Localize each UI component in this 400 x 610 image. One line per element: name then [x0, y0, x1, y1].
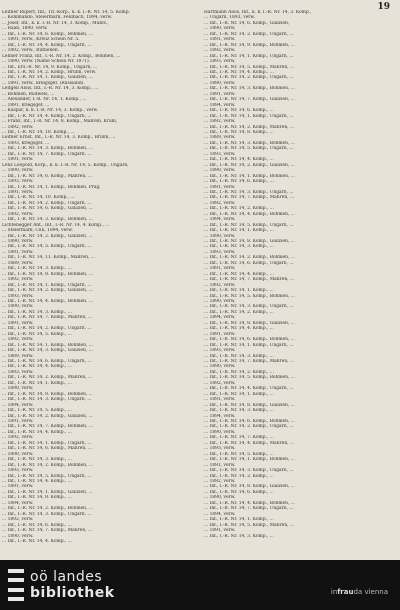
register-entry: ... Inf., I.-R. Nr. 14, 8. Komp., Galizien, ...: [204, 484, 295, 490]
register-entry: ... Inf., I.-R. Nr. 14, 3. Komp., Böhmen, ...: [204, 86, 295, 92]
register-entry: ... Inf., I.-R. Nr. 14, 3. Komp., Ungarn, ...: [204, 468, 294, 474]
register-entry: ... Inf., I.-R. Nr. 14, 4. Komp., Böhmen, ...: [204, 500, 295, 506]
register-entry: ... Inf., I.-R. Nr. 14, 6. Komp., Galizien, ...: [2, 206, 93, 212]
register-entry: ... Raab, 1890, verw.: [2, 26, 48, 32]
register-entry: ... Josef, Inf., k. k. I.-R. Nr. 14, 3. Komp., Mühlv.,: [2, 20, 109, 26]
register-entry: Lichtenegger Ant., Inf., I.-R. Nr. 14, 4. Komp., ...: [2, 222, 110, 228]
register-entry: ... Inf., I.-R. Nr. 14, 8. Komp., Galizien, ...: [204, 320, 295, 326]
register-entry: ... Inf., I.-R. Nr. 14, 1. Komp., ...: [204, 391, 274, 397]
register-entry: ... Inf., I.-R. Nr. 14, 6. Komp., ...: [2, 522, 72, 528]
register-entry: ... 1892, verw.: [204, 380, 236, 386]
register-entry: ... Inf., I.-R. Nr. 14, 2. Komp., Mähren, ...: [204, 124, 295, 130]
register-entry: ... Inf., I.-R. Nr. 14, 11. Komp., Mähren, ...: [2, 255, 95, 261]
register-entry: ... Inf., I.-R. Nr. 14, 7. Komp., Mähren, ...: [204, 277, 295, 283]
register-entry: ... Inf., I.-R. Nr. 14, 6. Komp., Böhmen, ...: [204, 418, 295, 424]
register-entry: ... Inf., I.-R. Nr. 14, 7. Komp., Mähren, ...: [2, 528, 93, 534]
register-entry: ... Inf., I.-R. Nr. 14, 1. Komp., ...: [204, 517, 274, 523]
register-entry: ... Inf., I.-R. Nr. 14, 2. Komp., Ungarn, ...: [2, 200, 92, 206]
register-entry: ... Inf., I.-R. Nr. 14, 4. Komp., Böhmen, ...: [204, 211, 295, 217]
register-entry: ... Inf., I.-R. Nr. 14, 8. Komp., Böhmen, ...: [2, 271, 93, 277]
register-entry: ... Inf., I.-R. Nr. 14, 2. Komp., Böhmen, ...: [2, 462, 93, 468]
register-entry: ... Steiermark, Cilli, 1894, verw.: [2, 228, 73, 234]
register-entry: ... Inf., I.-R. Nr. 14, 6. Komp., ...: [204, 179, 274, 185]
register-entry: ... Inf., I.-R. Nr. 14, 7. Komp., Ungarn, ...: [2, 151, 92, 157]
register-entry: ... Kommando, Steiermark, Feldbach, 1894, verw.: [2, 15, 113, 21]
register-entry: ... Inf., I.-R. Nr. 14, 4. Komp., Ungarn, ...: [2, 113, 92, 119]
register-entry: ... Inf., I.-R. Nr. 14, 1. Komp., Böhmen, ...: [204, 173, 295, 179]
register-entry: ... Inf., I.-R. Nr. 14, 3. Komp., Böhmen, ...: [204, 140, 295, 146]
register-entry: ... Inf., I.-R. Nr. 14, 3. Komp., ...: [204, 408, 274, 414]
register-entry: ... Inf., I.-R. Nr. 14, 7. Komp., Mähren, ...: [204, 195, 295, 201]
register-entry: ... 1893, verw.: [204, 446, 236, 452]
register-entry: ... Inf., I.-R. Nr. 14, 6. Komp., Ungarn, ...: [2, 359, 92, 364]
register-entry: ... 1894, verw.: [204, 413, 236, 419]
register-entry: ... Inf., I.-R. Nr. 14, 1. Komp., Ungarn, ...: [204, 342, 294, 348]
register-entry: ... 1892, verw.: [204, 478, 236, 484]
register-entry: Hartmann Alois, Inf., k. k. I.-R. Nr. 14, 3. Komp.,: [204, 10, 312, 15]
register-entry: ... 1893, verw.: [2, 468, 34, 474]
register-entry: ... Inf., I.-R. Nr. 14, 4. Komp., ...: [2, 364, 72, 370]
register-entry: ... Inf., I.-R. Nr. 14, 3. Komp., ...: [2, 266, 72, 272]
register-entry: ... Inf., I.-R. Nr. 14, 7. Komp., ...: [204, 435, 274, 441]
register-entry: Lehner Franz, Inf., I.-R. Nr. 14, 2. Komp., Böhmen, ...: [2, 53, 121, 59]
register-entry: ... 1890, verw.: [2, 386, 34, 392]
register-entry: ... Inf., I.-R. Nr. 14, 5. Komp., ...: [2, 331, 72, 337]
register-entry: ... 1891, verw.: [204, 397, 236, 403]
register-entry: Leitgeb Alois, Inf., I.-R. Nr. 14, 3. Komp., ...: [2, 86, 99, 92]
partner-bold: frau: [337, 588, 354, 596]
register-entry: ... 1891, verw.: [2, 249, 34, 255]
register-entry: ... 1892, verw.: [204, 48, 236, 54]
register-entry: ... 1893, verw.: [2, 293, 34, 299]
register-entry: ... Inf., I.-R. Nr. 14, 2. Komp., Ungarn, ...: [204, 31, 294, 37]
register-entry: ... Inf., I.-R. Nr. 14, 1. Komp., Ungarn, ...: [204, 113, 294, 119]
register-entry: ... 1891, verw.: [204, 528, 236, 534]
register-entry: ... 1891, verw.: [204, 184, 236, 190]
register-entry: ... Inf., I.-R. Nr. 14, 5. Komp., ...: [204, 451, 274, 457]
register-entry: ... 1892, verw.: [2, 124, 34, 130]
partner-suffix: da vienna: [353, 588, 388, 596]
register-entry: ... Inf., I.-R. Nr. 14, 10. Komp., ...: [2, 195, 75, 201]
register-entry: ... Inf., Ers.-R. Nr. 14, 9. Komp., Ungarn, ...: [2, 64, 98, 70]
register-entry: ... Inf., I.-R. Nr. 14, 10. Komp., ...: [2, 129, 75, 135]
register-entry: ... Inf., I.-R. Nr. 14, 6. Komp., Mähren, ...: [2, 446, 93, 452]
register-entry: ... 1890, verw.: [2, 168, 34, 174]
register-entry: ... Inf., I.-R. Nr. 14, 3. Komp., ...: [2, 309, 72, 315]
register-entry: ... 1891, verw.: [2, 484, 34, 490]
register-entry: ... Inf., I.-R. Nr. 14, 4. Komp., Böhmen, ...: [2, 299, 93, 305]
register-entry: Leitner Rupert, Inf., Tit.-Korp., k. k. I.-R. Nr. 14, 5. Komp.: [2, 10, 130, 15]
register-entry: ... Inf., I.-R. Nr. 14, 8. Komp., ...: [204, 129, 274, 135]
register-entry: ... Inf., I.-R. Nr. 14, 5. Komp., Mähren, ...: [204, 64, 295, 70]
register-entry: ... Inf., I.-R. Nr. 14, 4. Komp., Ungarn, ...: [204, 386, 294, 392]
logo-text: [30, 569, 115, 601]
register-entry: ... 1892, verw.: [2, 211, 34, 217]
register-entry: ... Inf., I.-R. Nr. 14, 2. Komp., Brünn, verw.: [2, 69, 97, 75]
register-entry: ... Inf., I.-R. Nr. 14, 7. Komp., Böhmen, ...: [2, 424, 93, 430]
register-entry: ... 1892, verw.: [204, 119, 236, 125]
register-entry: ... 1892, verw., Ruthenen.: [2, 48, 60, 54]
register-entry: ... Inf., I.-R. Nr. 14, 2. Komp., Galizien, ...: [2, 288, 93, 294]
register-entry: ... Inf., I.-R. Nr. 14, 1. Komp., Ungarn, ...: [2, 440, 92, 446]
register-entry: ... Inf., I.-R. Nr. 14, 2. Komp., ...: [204, 369, 274, 375]
register-entry: ... 1894, verw.: [2, 500, 34, 506]
register-entry: ... 1890, verw.: [204, 80, 236, 86]
register-entry: ... Inf., I.-R. Nr. 14, 5. Komp., Ungarn, ...: [204, 146, 294, 152]
register-entry: ... Inf., I.-R. Nr. 14, 4. Komp., Ungarn, ...: [2, 42, 92, 48]
register-entry: ... 1892, verw.: [2, 517, 34, 523]
register-entry: ... Inf., I.-R. Nr. 14, 5. Komp., Mähren, ...: [204, 522, 295, 528]
register-entry: ... Inf., I.-R. Nr. 14, 3. Komp., ...: [2, 457, 72, 463]
register-entry: ... Inf., I.-R. Nr. 14, 6. Komp., ...: [204, 489, 274, 495]
register-entry: ... Inf., I.-R. Nr. 14, 2. Komp., ...: [204, 206, 274, 212]
register-entry: ... 1890, verw.: [204, 168, 236, 174]
register-entry: ... Inf., I.-R. Nr. 14, 8. Komp., Galizien, ...: [204, 239, 295, 245]
register-entry: ... Inf., I.-R. Nr. 14, 2. Komp., ...: [204, 309, 274, 315]
register-entry: ... 1890, verw.: [2, 304, 34, 310]
register-entry: ... 1891, verw., Kreuz Schein Nr. 5.: [2, 37, 80, 43]
register-entry: ... Inf., I.-R. Nr. 14, 7. Komp., Ungarn, ...: [204, 506, 294, 512]
register-entry: ... Inf., I.-R. Nr. 14, 1. Komp., Galizien, ...: [2, 75, 93, 81]
register-entry: ... 1893, kriegsgef. ...: [2, 140, 50, 146]
register-entry: ... 1890, verw.: [204, 364, 236, 370]
register-entry: ... Inf., I.-R. Nr. 14, 3. Komp., Galizien, ...: [2, 348, 93, 354]
right-column: [204, 10, 392, 555]
register-entry: ... Inf., I.-R. Nr. 14, 5. Komp., Böhmen, ...: [204, 375, 295, 381]
register-entry: ... Inf., I.-R. Nr. 14, 2. Komp., ...: [204, 473, 274, 479]
register-entry: ... Inf., I.-R. Nr. 14, 1. Komp., Böhmen, ...: [204, 457, 295, 463]
register-entry: ... Inf., I.-R. Nr. 14, 6. Komp., ...: [204, 108, 274, 114]
register-entry: ... Inf., I.-R. Nr. 14, 3. Komp., Ungarn, ...: [2, 511, 92, 517]
register-entry: ... 1891, kriegsgef. ...: [2, 102, 50, 108]
partner-prefix: in: [330, 588, 338, 596]
register-entry: Leitner Ernst, Inf., I.-R. Nr. 14, 3. Komp., Brünn, ...: [2, 135, 116, 141]
register-entry: ... Inf., I.-R. Nr. 14, 2. Komp., Ungarn, ...: [204, 75, 294, 81]
register-entry: ... 1890, verw.: [204, 26, 236, 32]
register-entry: ... Inf., I.-R. Nr. 14, 2. Komp., Böhmen, ...: [204, 255, 295, 261]
logo-line-1: oö landes: [30, 569, 103, 585]
register-entry: ... Inf., I.-R. Nr. 14, 1. Komp., Ungarn, ...: [204, 53, 294, 59]
register-entry: ... Inf., I.-R. Nr. 14, 3. Komp., ...: [204, 533, 274, 539]
register-entry: ... Inf., I.-R. Nr. 14, 4. Komp., ...: [204, 271, 274, 277]
register-entry: ... 1892, verw.: [2, 277, 34, 283]
register-entry: ... 1890, verw.: [204, 495, 236, 501]
register-entry: ... Inf., I.-R. Nr. 14, 6. Komp., Ungarn, ...: [204, 260, 294, 266]
register-entry: ... 1893, verw.: [204, 59, 236, 65]
register-entry: ... 1893, verw.: [204, 151, 236, 157]
register-entry: ... Inf., I.-R. Nr. 14, 1. Komp., ...: [204, 228, 274, 234]
register-entry: ... Inf., I.-R. Nr. 14, 4. Komp., ...: [2, 478, 72, 484]
register-entry: ... Inf., I.-R. Nr. 14, 8. Komp., ...: [2, 495, 72, 501]
register-entry: ... 1891, verw.: [2, 320, 34, 326]
register-entry: ... Inf., I.-R. Nr. 14, 1. Komp., Böhmen, Prag,: [2, 184, 101, 190]
register-entry: ... Inf., I.-R. Nr. 14, 2. Komp., Ungarn, ...: [204, 424, 294, 430]
register-entry: ... 1891, verw., kriegsgef. (Russland).: [2, 80, 85, 86]
register-entry: ... 1894, verw.: [204, 102, 236, 108]
register-entry: ... 1891, verw.: [2, 189, 34, 195]
register-entry: ... 1891, verw.: [204, 462, 236, 468]
register-entry: ... 1891, verw.: [204, 91, 236, 97]
register-entry: ... 1889, verw.: [204, 135, 236, 141]
register-entry: ... Inf., I.-R. Nr. 14, 3. Komp., ...: [204, 353, 274, 359]
register-entry: ... Inf., I.-R. Nr. 14, 7. Komp., Mähren, ...: [2, 315, 93, 321]
register-entry: ... Ungarn, 1893, verw.: [204, 15, 256, 21]
register-entry: ... 1891, verw.: [204, 331, 236, 337]
register-entry: ... 1890, verw.: [2, 239, 34, 245]
register-entry: ... Inf., I.-R. Nr. 14, 4. Komp., Mähren, ...: [204, 440, 295, 446]
register-entry: ... 1889, verw.: [2, 260, 34, 266]
register-entry: ... Inf., I.-R. Nr. 14, 4. Komp., ...: [2, 429, 72, 435]
register-entry: ... 1893, verw.: [204, 249, 236, 255]
register-entry: ... 1891, verw.: [2, 157, 34, 163]
register-entry: ... Inf., I.-R. Nr. 14, 4. Komp., ...: [204, 69, 274, 75]
register-entry: ... 1894, verw.: [204, 315, 236, 321]
register-entry: ... Inf., I.-R. Nr. 14, 5. Komp., Ungarn, ...: [204, 222, 294, 228]
register-entry: ... 1889, verw.: [2, 353, 34, 359]
register-entry: ... Inf., I.-R. Nr. 14, 4. Komp., ...: [2, 538, 72, 544]
register-entry: Lenz Leopold, Korp., k. k. I.-R. Nr. 14, 5. Komp., Ungarn,: [2, 162, 129, 168]
register-entry: ... Inf., I.-R. Nr. 14, 3. Komp., Böhmen, ...: [2, 217, 93, 223]
register-entry: ... 1892, verw.: [2, 337, 34, 343]
register-entry: ... 1894, verw.: [2, 402, 34, 408]
register-entry: ... Inf., I.-R. Nr. 14, 1. Komp., ...: [204, 288, 274, 294]
page-number: 19: [377, 2, 390, 12]
logo-line-2: bibliothek: [30, 585, 115, 601]
register-entry: ... Inf., I.-R. Nr. 14, 7. Komp., Galizien, ...: [204, 97, 295, 103]
partner-logo[interactable]: [331, 588, 388, 596]
register-entry: ... Inf., I.-R. Nr. 14, 9. Komp., Böhmen, ...: [204, 42, 295, 48]
logo-bars-icon: [8, 569, 24, 601]
register-entry: ... Inf., I.-R. Nr. 14, 2. Komp., Mähren, ...: [2, 375, 93, 381]
register-entry: ... Inf., I.-R. Nr. 14, 8. Komp., Böhmen, ...: [2, 391, 93, 397]
register-entry: ... Inf., I.-R. Nr. 14, 3. Komp., Böhmen, ...: [2, 146, 93, 152]
register-entry: ... Inf., I.-R. Nr. 14, 1. Komp., Ungarn, ...: [2, 282, 92, 288]
register-entry: ... Inf., I.-R. Nr. 14, 8. Komp., Galizien, ...: [204, 402, 295, 408]
register-entry: ... Franz, Inf., I.-R. Nr. 14, 8. Komp., Mähren, Kram,: [2, 119, 118, 125]
register-entry: ... Inf., I.-R. Nr. 14, 6. Komp., Böhmen, ...: [2, 31, 93, 37]
register-entry: ... Inf., I.-R. Nr. 14, 3. Komp., ...: [204, 244, 274, 250]
register-entry: ... Inf., I.-R. Nr. 14, 2. Komp., Galizien, ...: [204, 162, 295, 168]
register-entry: ... 1890, verw.: [204, 299, 236, 305]
register-entry: ... Inf., I.-R. Nr. 14, 3. Komp., Ungarn, ...: [2, 397, 92, 403]
register-entry: ... Inf., I.-R. Nr. 14, 7. Komp., Mähren, ...: [204, 359, 295, 364]
register-entry: ... Inf., I.-R. Nr. 14, 6. Komp., Mähren, ...: [2, 173, 93, 179]
register-entry: ... Inf., I.-R. Nr. 14, 1. Komp., ...: [2, 380, 72, 386]
register-entry: ... 1893, verw.: [2, 369, 34, 375]
register-entry: ... Inf., I.-R. Nr. 14, 4. Komp., ...: [204, 326, 274, 332]
register-entry: ... 1890, verw.: [2, 451, 34, 457]
register-entry: ... Inf., I.-R. Nr. 14, 6. Komp., Galizien,: [204, 20, 290, 26]
register-entry: ... Inf., I.-R. Nr. 14, 5. Komp., Ungarn, ...: [2, 244, 92, 250]
register-entry: ... Inf., I.-R. Nr. 14, 2. Komp., Böhmen, ...: [2, 506, 93, 512]
register-entry: ... 1890, verw. (Name Schein Nr. 1871).: [2, 59, 91, 65]
register-entry: ... 1892, verw.: [2, 435, 34, 441]
register-entry: ... 1891, verw.: [2, 418, 34, 424]
register-entry: ... 1894, verw.: [204, 217, 236, 223]
register-entry: ... Inf., I.-R. Nr. 14, 1. Komp., Böhmen, ...: [2, 342, 93, 348]
register-entry: ... Inf., I.-R. Nr. 14, 2. Komp., Galizien, ...: [2, 233, 93, 239]
left-column: [2, 10, 190, 555]
register-entry: ... Inf., I.-R. Nr. 14, 5. Komp., ...: [2, 408, 72, 414]
register-entry: ... Inf., I.-R. Nr. 14, 3. Komp., Ungarn, ...: [204, 189, 294, 195]
register-entry: ... Böhmen, Budweis, ...: [2, 91, 55, 97]
register-entry: ... Inf., I.-R. Nr. 14, 5. Komp., Ungarn, ...: [2, 473, 92, 479]
register-entry: ... Kaspar, k. k. I.-R. Nr. 14, 3. Komp., verw.: [2, 108, 99, 114]
register-entry: ... 1893, verw.: [2, 179, 34, 185]
register-entry: ... Inf., I.-R. Nr. 14, 5. Komp., Böhmen, ...: [204, 293, 295, 299]
register-entry: ... Inf., I.-R. Nr. 14, 2. Komp., Galizien, ...: [2, 413, 93, 419]
register-entry: ... 1892, verw.: [204, 200, 236, 206]
register-entry: ... 1892, verw.: [204, 282, 236, 288]
register-entry: ... Alexander, I.-R. Nr. 14, 1. Komp., ...: [2, 97, 87, 103]
register-entry: ... Inf., I.-R. Nr. 14, 4. Komp., ...: [204, 157, 274, 163]
register-entry: ... 1894, verw.: [204, 511, 236, 517]
register-entry: ... 1890, verw.: [204, 233, 236, 239]
register-entry: ... 1891, verw.: [204, 37, 236, 43]
register-entry: ... Inf., I.-R. Nr. 14, 2. Komp., Ungarn, ...: [2, 326, 92, 332]
register-entry: ... 1890, verw.: [2, 533, 34, 539]
register-entry: ... 1891, verw.: [204, 266, 236, 272]
register-entry: ... 1893, verw.: [204, 348, 236, 354]
register-entry: ... Inf., I.-R. Nr. 14, 6. Komp., Böhmen, ...: [204, 337, 295, 343]
library-logo[interactable]: [8, 569, 115, 601]
register-entry: ... 1890, verw.: [204, 429, 236, 435]
register-entry: ... Inf., I.-R. Nr. 14, 1. Komp., Galizien, ...: [2, 489, 93, 495]
register-entry: ... Inf., I.-R. Nr. 14, 3. Komp., Ungarn, ...: [204, 304, 294, 310]
